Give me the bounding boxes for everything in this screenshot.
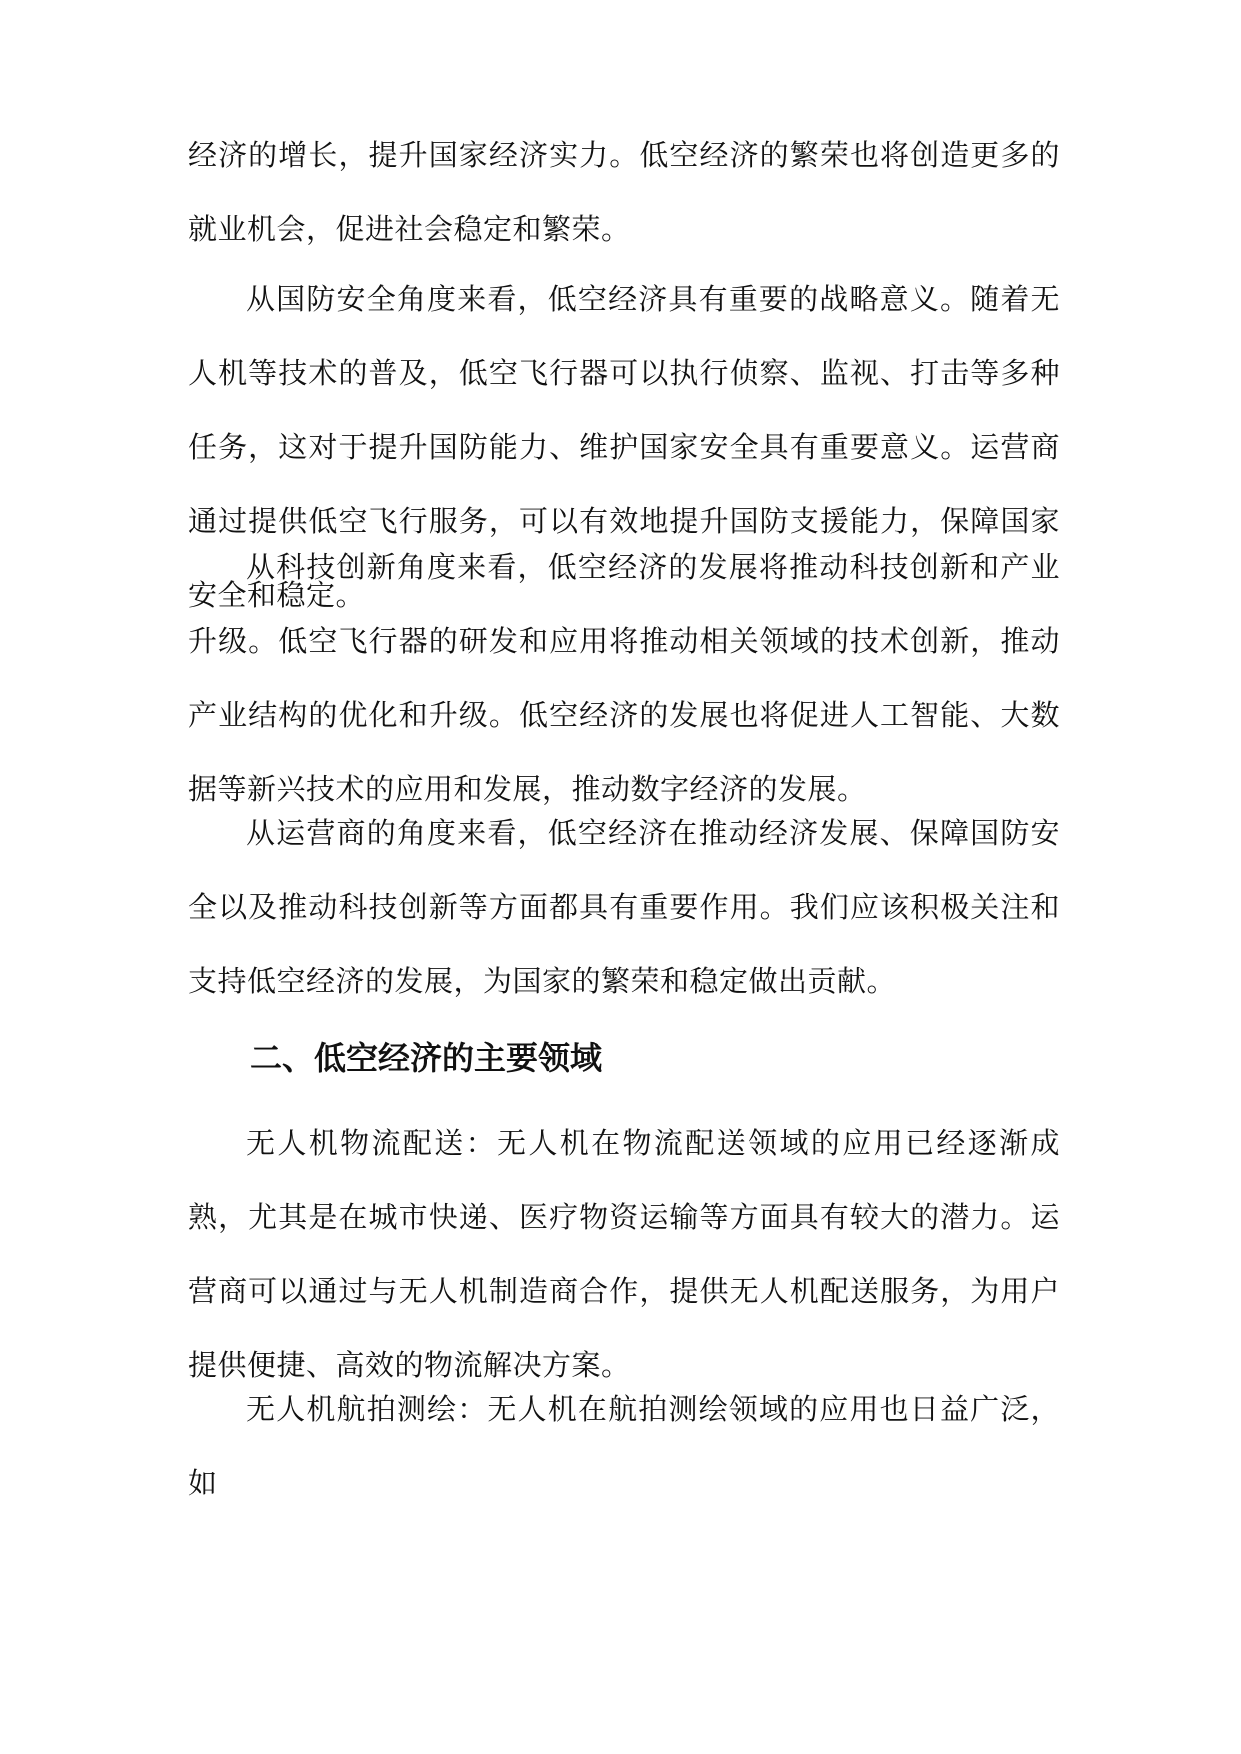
section-heading: 二、低空经济的主要领域 <box>250 1039 603 1077</box>
paragraph-economic-growth: 经济的增长，提升国家经济实力。低空经济的繁荣也将创造更多的就业机会，促进社会稳定和繁荣。 <box>188 138 1060 246</box>
paragraph-drone-logistics: 无人机物流配送：无人机在物流配送领域的应用已经逐渐成熟，尤其是在城市快递、医疗物资运输等方面具有较大的潜力。运营商可以通过与无人机制造商合作，提供无人机配送服务，为用户提供便捷、高效的物流解决方案。 <box>188 1126 1060 1382</box>
paragraph-national-defense: 从国防安全角度来看，低空经济具有重要的战略意义。随着无人机等技术的普及，低空飞行器可以执行侦察、监视、打击等多种任务，这对于提升国防能力、维护国家安全具有重要意义。运营商通过提供低空飞行服务，可以有效地提升国防支援能力，保障国家安全和稳定。 <box>188 282 1060 612</box>
paragraph-tech-innovation: 从科技创新角度来看，低空经济的发展将推动科技创新和产业升级。低空飞行器的研发和应用将推动相关领域的技术创新，推动产业结构的优化和升级。低空经济的发展也将促进人工智能、大数据等新兴技术的应用和发展，推动数字经济的发展。 <box>188 550 1060 806</box>
paragraph-operator-perspective: 从运营商的角度来看，低空经济在推动经济发展、保障国防安全以及推动科技创新等方面都具有重要作用。我们应该积极关注和支持低空经济的发展，为国家的繁荣和稳定做出贡献。 <box>188 816 1060 998</box>
paragraph-drone-mapping: 无人机航拍测绘：无人机在航拍测绘领域的应用也日益广泛，如 <box>188 1392 1060 1500</box>
